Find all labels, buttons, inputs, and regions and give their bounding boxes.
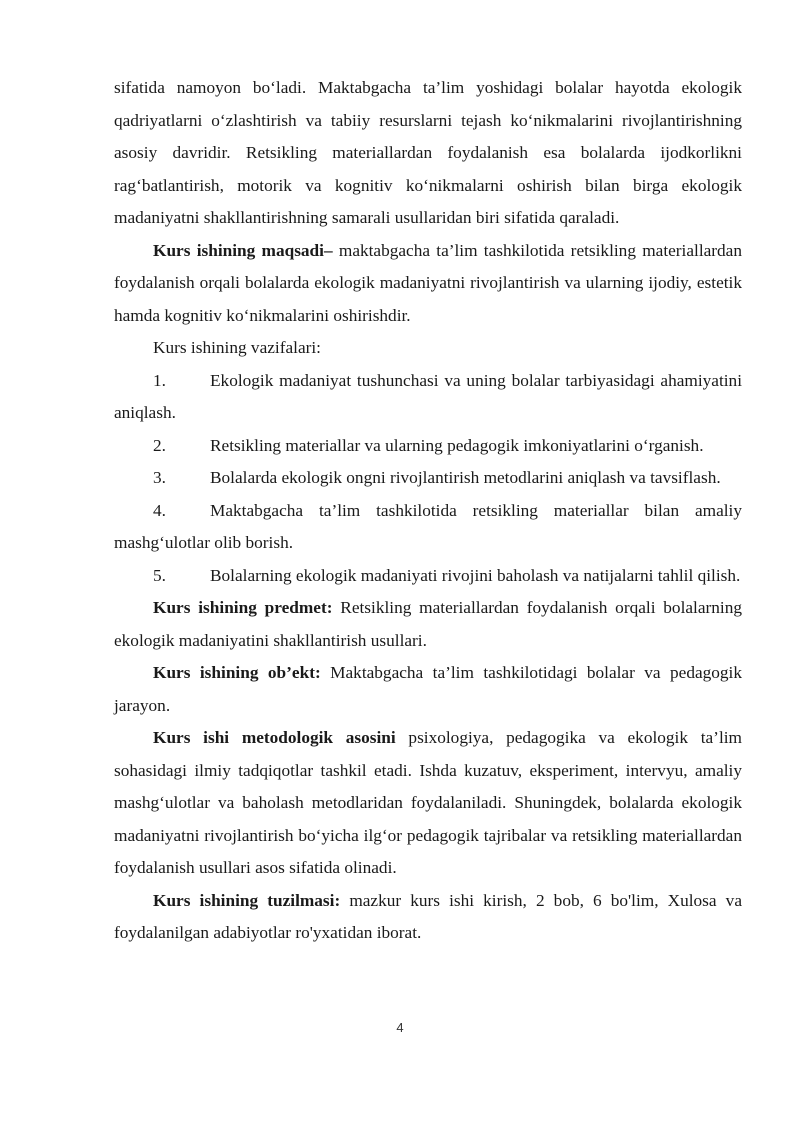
goal-paragraph	[114, 235, 742, 333]
methodology-label: Kurs ishi metodologik asosini	[153, 728, 396, 747]
goal-label: Kurs ishining maqsadi–	[153, 240, 333, 260]
object-text: Maktabgacha ta’lim tashkilotidagi bolalar va pedagogik jarayon.	[114, 663, 742, 715]
task-item	[114, 495, 742, 560]
intro-paragraph: sifatida namoyon bo‘ladi. Maktabgacha ta’lim yoshidagi bolalar hayotda ekologik qadriyatlarni o‘zlashtirish va tabiiy resurslarni tejash ko‘nikmalarini rivojlantirishning asosiy davridir. Retsikling materiallardan foydalanish esa bolalarda ijodkorlikni rag‘batlantirish, motorik va kognitiv ko‘nikmalarni oshirish bilan birga ekologik madaniyatni shakllantirishning samarali usullaridan biri sifatida qaraladi.	[114, 78, 742, 227]
task-text: Bolalarning ekologik madaniyati rivojini baholash va natijalarni tahlil qilish.	[210, 565, 741, 585]
subject-label: Kurs ishining predmet:	[153, 598, 333, 617]
task-number: 2.	[153, 435, 166, 455]
page-body	[114, 72, 742, 950]
task-text: Maktabgacha ta’lim tashkilotida retsikling materiallar bilan amaliy mashg‘ulotlar olib borish.	[114, 500, 742, 552]
subject-text: Retsikling materiallardan foydalanish orqali bolalarning ekologik madaniyatini shakllantirish usullari.	[114, 598, 742, 650]
object-paragraph	[114, 657, 742, 722]
subject-paragraph	[114, 592, 742, 657]
task-item	[114, 430, 742, 463]
task-text: Ekologik madaniyat tushunchasi va uning bolalar tarbiyasidagi ahamiyatini aniqlash.	[114, 370, 742, 422]
methodology-paragraph	[114, 722, 742, 885]
task-number: 1.	[153, 370, 166, 390]
task-item	[114, 462, 742, 495]
page-number: 4	[396, 1020, 404, 1035]
task-number: 4.	[153, 500, 166, 520]
task-number: 3.	[153, 468, 166, 487]
task-item	[114, 365, 742, 430]
structure-paragraph	[114, 885, 742, 950]
task-item	[114, 560, 742, 593]
structure-label: Kurs ishining tuzilmasi:	[153, 890, 341, 910]
task-text: Retsikling materiallar va ularning pedagogik imkoniyatlarini o‘rganish.	[210, 435, 704, 455]
structure-text: mazkur kurs ishi kirish, 2 bob, 6 bo'lim, Xulosa va foydalanilgan adabiyotlar ro'yxatidan iborat.	[114, 890, 742, 942]
task-text: Bolalarda ekologik ongni rivojlantirish metodlarini aniqlash va tavsiflash.	[210, 468, 721, 487]
tasks-heading: Kurs ishining vazifalari:	[153, 338, 321, 357]
methodology-text: psixologiya, pedagogika va ekologik ta’lim sohasidagi ilmiy tadqiqotlar tashkil etadi. Ishda kuzatuv, eksperiment, intervyu, amaliy mashg‘ulotlar va baholash metodlaridan foydalaniladi. Shuningdek, bolalarda ekologik madaniyatni rivojlantirish bo‘yicha ilg‘or pedagogik tajribalar va retsikling materiallardan foydalanish usullari asos sifatida olinadi.	[114, 728, 742, 877]
goal-text: maktabgacha ta’lim tashkilotida retsikling materiallardan foydalanish orqali bolalarda ekologik madaniyatni rivojlantirish va ularning ijodiy, estetik hamda kognitiv ko‘nikmalarini oshirishdir.	[114, 240, 742, 325]
object-label: Kurs ishining ob’ekt:	[153, 663, 321, 682]
task-number: 5.	[153, 565, 166, 585]
